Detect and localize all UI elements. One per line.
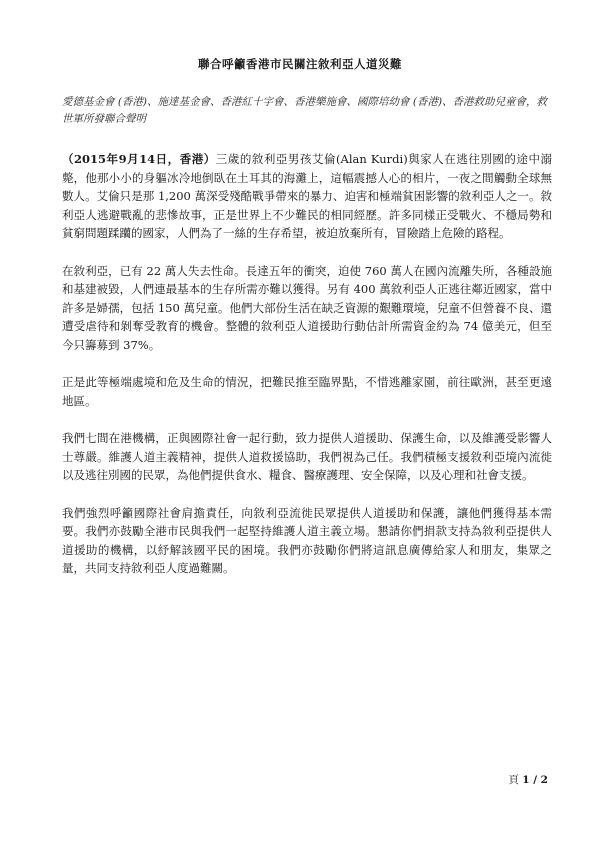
paragraph-text: 正是此等極端處境和危及生命的情況，把難民推至臨界點，不惜逃離家園，前往歐洲，甚至更遠地區。: [62, 375, 552, 408]
paragraph-text: 我們七間在港機構，正與國際社會一起行動，致力提供人道援助、保護生命，以及維護受影響人士尊嚴。維護人道主義精神，提供人道救援協助，我們視為己任。我們積極支援敘利亞境內流徙以及逃往別國的民眾，為他們提供食水、糧食、醫療護理、安全保障，以及心理和社會支援。: [62, 431, 552, 482]
paragraph: [62, 150, 552, 243]
page-number: 1 / 2: [522, 774, 548, 786]
paragraph-text: 三歲的敘利亞男孩艾倫(Alan Kurdi)與家人在逃往別國的途中溺斃，他那小小的身軀冰冷地倒臥在土耳其的海灘上，這幅震撼人心的相片，一夜之間觸動全球無數人。艾倫只是那 1,200 萬深受殘酷戰爭帶來的暴力、迫害和極端貧困影響的敘利亞人之一。敘利亞人逃避戰亂的悲慘故事，正是世界上不少難民的相同經歷。許多同樣正受戰火、不穩局勢和貧窮問題蹂躪的國家，人們為了一絲的生存希望，被迫放棄所有，冒險踏上危險的路程。: [62, 152, 552, 240]
signatories-line: 愛德基金會 (香港)、施達基金會、香港紅十字會、香港樂施會、國際培幼會 (香港)、香港救助兒童會，救世軍所發聯合聲明: [62, 96, 548, 125]
document-body: [62, 150, 552, 597]
page-footer: [508, 772, 548, 787]
paragraph: [62, 429, 552, 485]
dateline: （2015年9月14日，香港）: [62, 152, 216, 166]
paragraph: [62, 504, 552, 578]
document-title: 聯合呼籲香港市民關注敘利亞人道災難: [198, 57, 402, 71]
paragraph-text: 我們強烈呼籲國際社會肩擔責任，向敘利亞流徙民眾提供人道援助和保護，讓他們獲得基本需要。我們亦鼓勵全港市民與我們一起堅持維護人道主義立場。懇請你們捐款支持為敘利亞提供人道援助的機構，以紓解該國平民的困境。我們亦鼓勵你們將這訊息廣傳給家人和朋友，集眾之量，共同支持敘利亞人度過難關。: [62, 505, 552, 575]
paragraph: [62, 373, 552, 410]
paragraph-text: 在敘利亞，已有 22 萬人失去性命。長達五年的衝突，迫使 760 萬人在國內流離失所，各種設施和基建被毀，人們連最基本的生存所需亦難以獲得。另有 400 萬敘利亞人正逃往鄰近國家，當中許多是婦孺，包括 150 萬兒童。他們大部份生活在缺乏資源的艱難環境，兒童不但營養不良、還遭受虐待和剝奪受教育的機會。整體的敘利亞人道援助行動估計所需資金約為 74 億美元，但至今只籌募到 37%。: [62, 263, 552, 352]
page-label: 頁: [508, 774, 519, 786]
paragraph: [62, 262, 552, 355]
